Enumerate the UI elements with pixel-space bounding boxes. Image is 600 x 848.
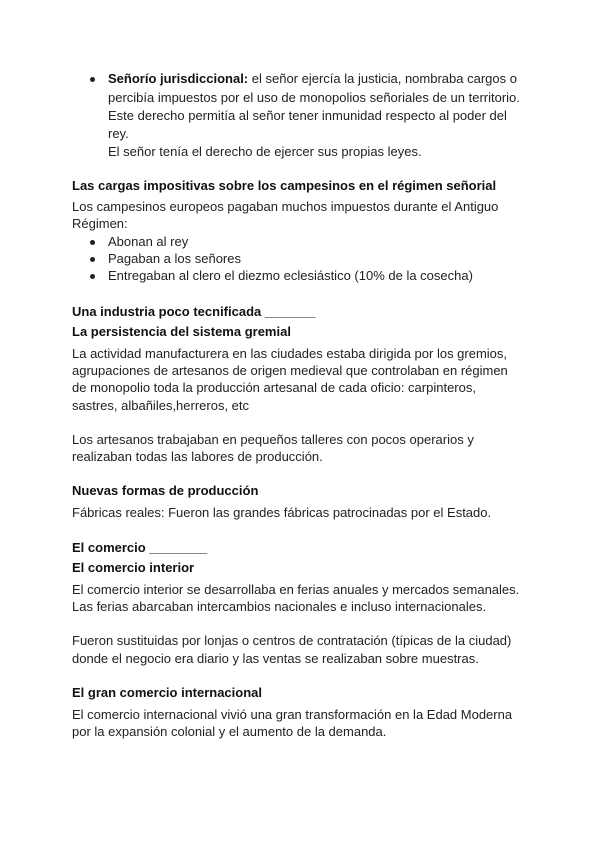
- paragraph-line: El comercio interior se desarrollaba en ferias anuales y mercados semanales.: [72, 582, 520, 597]
- paragraph-line: de monopolio toda la producción artesanal de cada oficio: carpinteros,: [72, 380, 476, 395]
- paragraph-line: El comercio internacional vivió una gran transformación en la Edad Moderna: [72, 707, 513, 722]
- list-item: Entregaban al clero el diezmo eclesiástico (10% de la cosecha): [108, 268, 473, 283]
- paragraph-line: Régimen:: [72, 216, 128, 231]
- paragraph-line: por la expansión colonial y el aumento de la demanda.: [72, 724, 387, 739]
- paragraph-line: sastres, albañiles,herreros, etc: [72, 398, 250, 413]
- bullet-text-line: percibía impuestos por el uso de monopolios señoriales de un territorio.: [108, 90, 520, 105]
- paragraph-line: donde el negocio era diario y las ventas se realizaban sobre muestras.: [72, 651, 479, 666]
- subheading-sistema-gremial: La persistencia del sistema gremial: [72, 324, 291, 339]
- bullet-term: Señorío jurisdiccional:: [108, 71, 249, 86]
- heading-nuevas-formas: Nuevas formas de producción: [72, 483, 259, 498]
- bullet-text-line: Este derecho permitía al señor tener inmunidad respecto al poder del: [108, 108, 507, 123]
- bullet-text-line: El señor tenía el derecho de ejercer sus propias leyes.: [108, 144, 422, 159]
- paragraph-line: agrupaciones de artesanos de origen medieval que controlaban en régimen: [72, 363, 508, 378]
- heading-gran-comercio-internacional: El gran comercio internacional: [72, 685, 262, 700]
- bullet-dot: [90, 257, 95, 262]
- heading-el-comercio: El comercio ________: [72, 540, 208, 555]
- bullet-dot: [90, 240, 95, 245]
- paragraph-line: realizaban todas las labores de producción.: [72, 449, 323, 464]
- paragraph-line: Fábricas reales: Fueron las grandes fábricas patrocinadas por el Estado.: [72, 505, 492, 520]
- paragraph-line: La actividad manufacturera en las ciudades estaba dirigida por los gremios,: [72, 346, 508, 361]
- list-item: Abonan al rey: [108, 234, 189, 249]
- bullet-text-line: rey.: [108, 126, 129, 141]
- bullet-text: el señor ejercía la justicia, nombraba cargos o: [251, 71, 517, 86]
- heading-cargas-impositivas: Las cargas impositivas sobre los campesinos en el régimen señorial: [72, 178, 497, 193]
- paragraph-line: Los campesinos europeos pagaban muchos impuestos durante el Antiguo: [72, 199, 499, 214]
- paragraph-line: Los artesanos trabajaban en pequeños talleres con pocos operarios y: [72, 432, 474, 447]
- subheading-comercio-interior: El comercio interior: [72, 560, 195, 575]
- heading-industria: Una industria poco tecnificada _______: [72, 304, 316, 319]
- bullet-dot: [90, 77, 95, 82]
- bullet-senorio-jurisdiccional: [108, 70, 517, 88]
- list-item: Pagaban a los señores: [108, 251, 241, 266]
- bullet-dot: [90, 274, 95, 279]
- paragraph-line: Las ferias abarcaban intercambios nacionales e incluso internacionales.: [72, 599, 487, 614]
- paragraph-line: Fueron sustituidas por lonjas o centros de contratación (típicas de la ciudad): [72, 633, 512, 648]
